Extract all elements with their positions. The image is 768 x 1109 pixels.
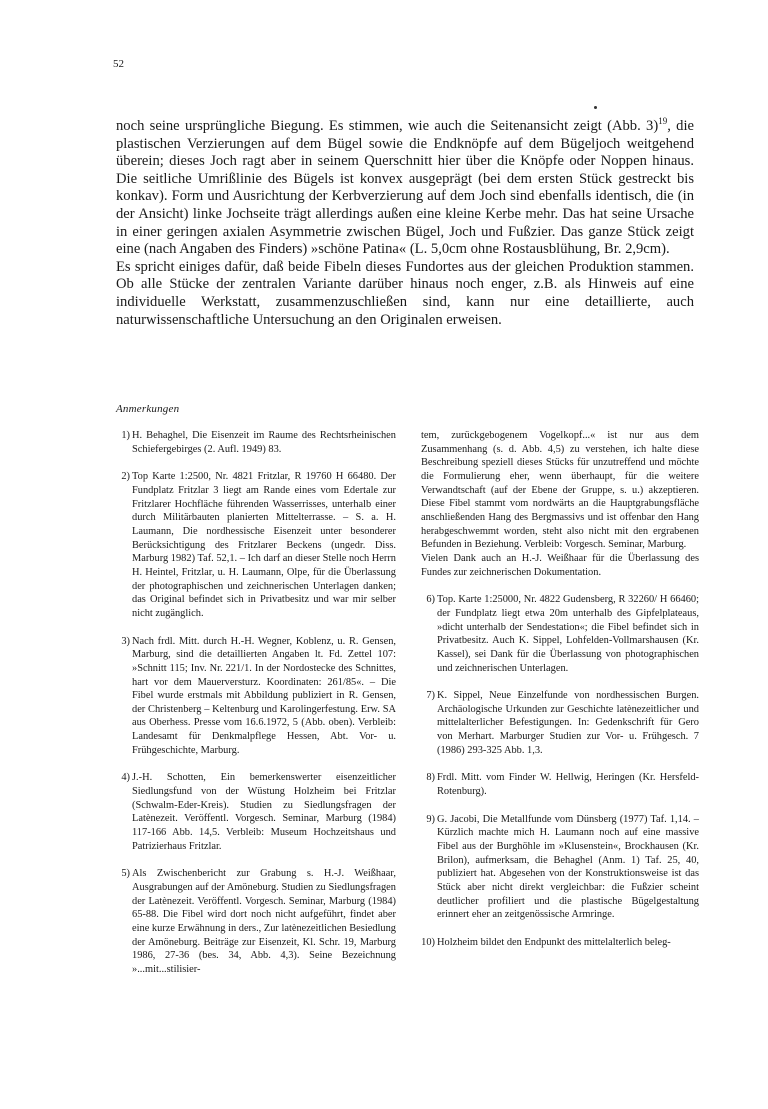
notes-column-right xyxy=(421,429,699,964)
note-text: Vielen Dank auch an H.-J. Weißhaar für die Überlassung des Fundes zur zeichnerischen Dokumentation. xyxy=(421,552,699,578)
note-number: 4) xyxy=(121,772,130,784)
paragraph-1 xyxy=(116,118,694,259)
main-text xyxy=(116,118,694,329)
note-item xyxy=(116,470,396,620)
note-number: 5) xyxy=(121,868,130,880)
note-number: 3) xyxy=(121,635,130,647)
note-item xyxy=(116,635,396,758)
notes-column-left xyxy=(116,429,396,991)
note-item xyxy=(421,771,699,798)
note-item xyxy=(116,867,396,976)
note-number: 6) xyxy=(426,594,435,606)
note-5-continuation xyxy=(421,429,699,579)
note-item xyxy=(421,689,699,757)
paragraph-1-part-a: noch seine ursprüngliche Biegung. Es stimmen, wie auch die Seitenansicht zeigt (Abb. 3) xyxy=(116,118,659,134)
note-number: 10) xyxy=(421,937,435,948)
note-item xyxy=(116,771,396,853)
note-text: Top Karte 1:2500, Nr. 4821 Fritzlar, R 19760 H 66480. Der Fundplatz Fritzlar 3 liegt am Rande eines vom Edertale zur Fritzlarer Hochfläche führenden Wasserrisses, unterhalb einer durch Militärbauten planierten Mittelterrasse. – S. a. H. Laumann, Die nordhessische Eisenzeit unter besonderer Berücksichtigung des Fritzlarer Beckens (ungedr. Diss. Marburg 1982) Taf. 52,1. – Ich darf an dieser Stelle noch Herrn H. Heintel, Fritzlar, u. H. Laumann, Olpe, für die Überlassung der photographischen und zeichnerischen Unterlagen danken; das Original befindet sich in Privatbesitz und war mir selber nicht zugänglich. xyxy=(132,471,396,619)
note-text: K. Sippel, Neue Einzelfunde von nordhessischen Burgen. Archäologische Urkunden zur Geschichte latènezeitlicher und mittelalterlicher Befestigungen. In: Gedenkschrift für Gero von Merhart. Marburger Studien zur Vor- u. Frühgesch. 7 (1986) 293-325 Abb. 1,3. xyxy=(437,690,699,756)
note-item xyxy=(421,813,699,922)
note-text: G. Jacobi, Die Metallfunde vom Dünsberg (1977) Taf. 1,14. – Kürzlich machte mich H. Laumann noch auf eine massive Fibel aus der Burghöhle im »Klusenstein«, Brockhausen (Kr. Brilon), aufmerksam, die Behaghel (Anm. 1) Taf. 25, 40, publiziert hat. Abgesehen von der Konstruktionsweise ist das Stück aber nicht direkt vergleichbar: die Fußzier scheint deutlicher profiliert und die plastische Bügelgestaltung erinnert eher an zeitgenössische Armringe. xyxy=(437,813,699,921)
note-text: Nach frdl. Mitt. durch H.-H. Wegner, Koblenz, u. R. Gensen, Marburg, sind die detaillierten Angaben lt. Fd. Zettel 107: »Schnitt 115; Inv. Nr. 221/1. In der Nordostecke des Schnittes, hart vor dem Mauerversturz. Koordinaten: 261/85«. – Die Fibel wurde erstmals mit Abbildung publiziert in R. Gensen, der Christenberg – Keltenburg und Karolingerfestung. Erw. SA aus Oberhess. Presse vom 16.6.1972, 5 (Abb. oben). Verbleib: Landesamt für Denkmalpflege Hessen, Abt. Vor- u. Frühgeschichte, Marburg. xyxy=(132,635,396,756)
note-number: 9) xyxy=(426,813,435,825)
note-text: H. Behaghel, Die Eisenzeit im Raume des Rechtsrheinischen Schiefergebirges (2. Aufl. 1949) 83. xyxy=(132,430,396,455)
note-text: Top. Karte 1:25000, Nr. 4822 Gudensberg, R 32260/ H 66460; der Fundplatz liegt etwa 20m unterhalb des Gipfelplateaus, »dicht unterhalb der Sendestation«; die Fibel befindet sich in Privatbesitz. Auch K. Sippel, Lohfelden-Vollmarshausen (Kr. Kassel), sei Dank für die Überlassung von photographischen und zeichnerischen Unterlagen. xyxy=(437,594,699,674)
note-number: 8) xyxy=(426,772,435,784)
note-number: 7) xyxy=(426,690,435,702)
paragraph-1-part-b: , die plastischen Verzierungen auf dem Bügel sowie die Endknöpfe auf dem Bügeljoch weitgehend überein; dieses Joch ragt aber in seinem Querschnitt hier über die Knöpfe oder Noppen hinaus. Die seitliche Umrißlinie des Bügels ist konvex ausgeprägt (bei dem ersten Stück gestreckt bis konkav). Form und Ausrichtung der Kerbverzierung auf dem Joch sind ebenfalls identisch, die (in der Ansicht) linke Jochseite trägt allerdings außen eine kleine Kerbe mehr. Das hat seine Ursache in einer geringen axialen Asymmetrie zwischen Bügel, Joch und Fußzier. Das ganze Stück zeigt eine (nach Angaben des Finders) »schöne Patina« (L. 5,0cm ohne Rostausblühung, Br. 2,9cm). xyxy=(116,118,694,258)
note-item xyxy=(421,936,699,950)
note-text: Frdl. Mitt. vom Finder W. Hellwig, Heringen (Kr. Hersfeld-Rotenburg). xyxy=(437,772,699,798)
note-number: 1) xyxy=(121,430,130,441)
page-number: 52 xyxy=(113,58,124,70)
paragraph-2: Es spricht einiges dafür, daß beide Fibeln dieses Fundortes aus der gleichen Produktion stammen. Ob alle Stücke der zentralen Variante darüber hinaus noch enger, z.B. als Hinweis auf eine individuelle Werkstatt, zusammenzuschließen sind, kann nur eine detaillierte, auch naturwissenschaftliche Untersuchung an den Originalen erweisen. xyxy=(116,258,694,328)
note-item xyxy=(421,593,699,675)
note-item xyxy=(116,429,396,456)
note-text: tem, zurückgebogenem Vogelkopf...« ist nur aus dem Zusammenhang (s. d. Abb. 4,5) zu verstehen, ich halte diese Beschreibung speziell dieses Stücks für unzutreffend und möchte die Formulierung eher, wenn überhaupt, für die weitere Verwandtschaft (auf der Ebene der Gruppe, s. u.) akzeptieren. Diese Fibel stammt vom nordwärts an die Hauptgrabungsfläche anschließenden Hang des Bergmassivs und ist offenbar den Hang herabgeschwemmt worden, steht also nicht mit den ergrabenen Befunden in Beziehung. Verbleib: Vorgesch. Seminar, Marburg. xyxy=(421,430,699,551)
note-number: 2) xyxy=(121,471,130,483)
footnote-ref-19[interactable]: 19 xyxy=(658,116,668,127)
note-text: Als Zwischenbericht zur Grabung s. H.-J. Weißhaar, Ausgrabungen auf der Amöneburg. Studien zu Siedlungsfragen der Latènezeit. Veröffentl. Vorgesch. Seminar, Marburg (1984) 65-88. Die Fibel wird dort noch nicht aufgeführt, findet aber eine kurze Erwähnung in ders., Zur latènezeitlichen Besiedlung der Amöneburg. Beiträge zur Eisenzeit, Kl. Schr. 19, Marburg 1986, 27-36 (bes. 34, Abb. 4,3). Seine Bezeichnung »...mit...stilisier- xyxy=(132,868,396,975)
note-text: Holzheim bildet den Endpunkt des mittelalterlich beleg- xyxy=(437,937,671,948)
note-text: J.-H. Schotten, Ein bemerkenswerter eisenzeitlicher Siedlungsfund von der Wüstung Holzheim bei Fritzlar (Schwalm-Eder-Kreis). Studien zu Siedlungsfragen der Latènezeit. Veröffentl. Vorgesch. Seminar, Marburg (1984) 117-166 Abb. 14,5. Verbleib: Museum Hochzeitshaus und Patrizierhaus Fritzlar. xyxy=(132,772,396,852)
margin-mark xyxy=(594,106,597,109)
notes-heading: Anmerkungen xyxy=(116,403,180,415)
